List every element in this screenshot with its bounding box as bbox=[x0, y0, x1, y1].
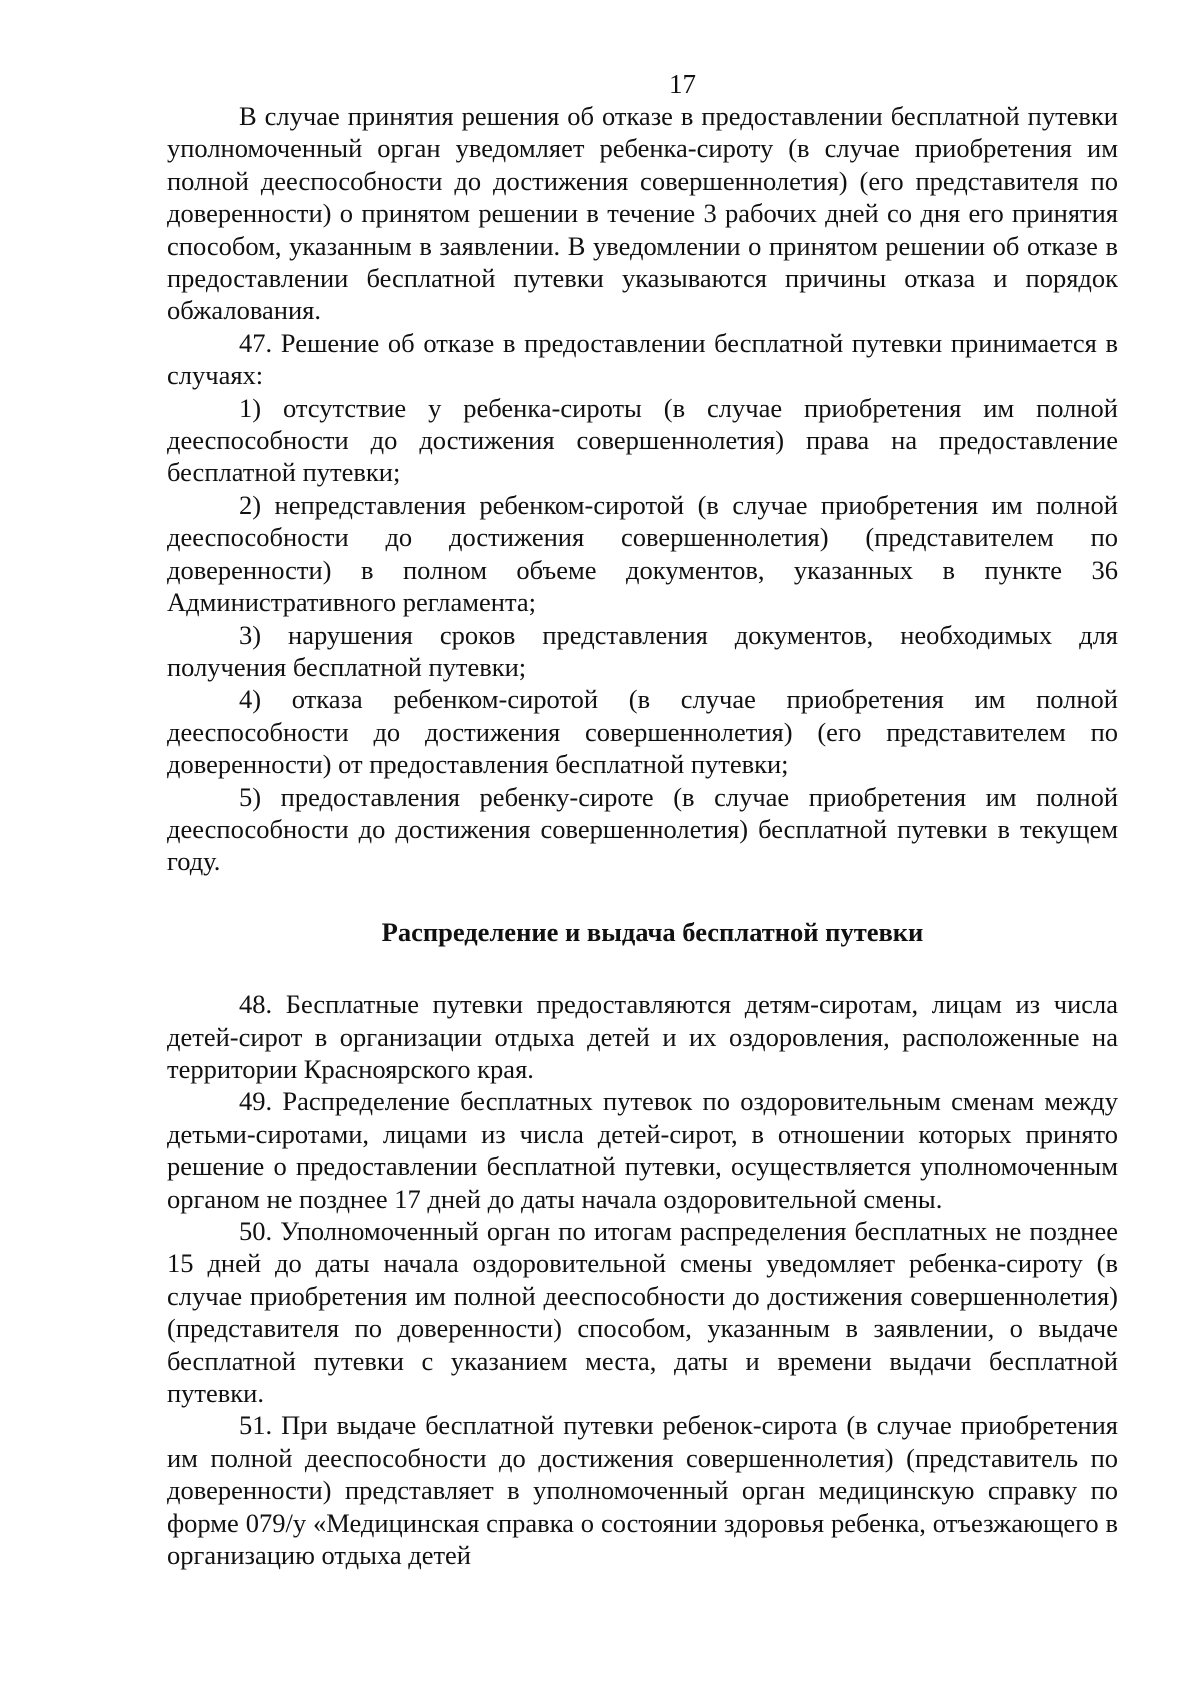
list-item-4: 4) отказа ребенком-сиротой (в случае приобретения им полной дееспособности до достижения совершеннолетия) (его представителем по доверенности) от предоставления бесплатной путевки; bbox=[167, 684, 1118, 780]
paragraph-47: 47. Решение об отказе в предоставлении бесплатной путевки принимается в случаях: bbox=[167, 327, 1118, 391]
paragraph-48: 48. Бесплатные путевки предоставляются детям-сиротам, лицам из числа детей-сирот в организации отдыха детей и их оздоровления, расположенные на территории Красноярского края. bbox=[167, 989, 1118, 1084]
paragraph-49: 49. Распределение бесплатных путевок по оздоровительным сменам между детьми-сиротами, лицами из числа детей-сирот, в отношении которых принято решение о предоставлении бесплатной путевки, осуществляется уполномоченным органом не позднее 17 дней до даты начала оздоровительной смены. bbox=[167, 1086, 1118, 1214]
paragraph-51: 51. При выдаче бесплатной путевки ребенок-сирота (в случае приобретения им полной дееспособности до достижения совершеннолетия) (представитель по доверенности) представляет в уполномоченный орган медицинскую справку по форме 079/у «Медицинская справка о состоянии здоровья ребенка, отъезжающего в организацию отдыха детей bbox=[167, 1410, 1118, 1571]
paragraph-refusal-notice: В случае принятия решения об отказе в предоставлении бесплатной путевки уполномоченный орган уведомляет ребенка-сироту (в случае приобретения им полной дееспособности до достижения совершеннолетия) (его представителя по доверенности) о принятом решении в течение 3 рабочих дней со дня его принятия способом, указанным в заявлении. В уведомлении о принятом решении об отказе в предоставлении бесплатной путевки указываются причины отказа и порядок обжалования. bbox=[167, 101, 1118, 326]
paragraph-50: 50. Уполномоченный орган по итогам распределения бесплатных не позднее 15 дней до даты начала оздоровительной смены уведомляет ребенка-сироту (в случае приобретения им полной дееспособности до достижения совершеннолетия) (представителя по доверенности) способом, указанным в заявлении, о выдаче бесплатной путевки с указанием места, даты и времени выдачи бесплатной путевки. bbox=[167, 1216, 1118, 1409]
list-item-2: 2) непредставления ребенком-сиротой (в случае приобретения им полной дееспособности до достижения совершеннолетия) (представителем по доверенности) в полном объеме документов, указанных в пункте 36 Административного регламента; bbox=[167, 489, 1118, 618]
list-item-1: 1) отсутствие у ребенка-сироты (в случае приобретения им полной дееспособности до достижения совершеннолетия) права на предоставление бесплатной путевки; bbox=[167, 392, 1118, 488]
list-item-3: 3) нарушения сроков представления документов, необходимых для получения бесплатной путевки; bbox=[167, 619, 1118, 682]
page-number: 17 bbox=[669, 69, 696, 99]
section-heading: Распределение и выдача бесплатной путевки bbox=[381, 916, 924, 947]
list-item-5: 5) предоставления ребенку-сироте (в случае приобретения им полной дееспособности до достижения совершеннолетия) бесплатной путевки в текущем году. bbox=[167, 781, 1118, 877]
